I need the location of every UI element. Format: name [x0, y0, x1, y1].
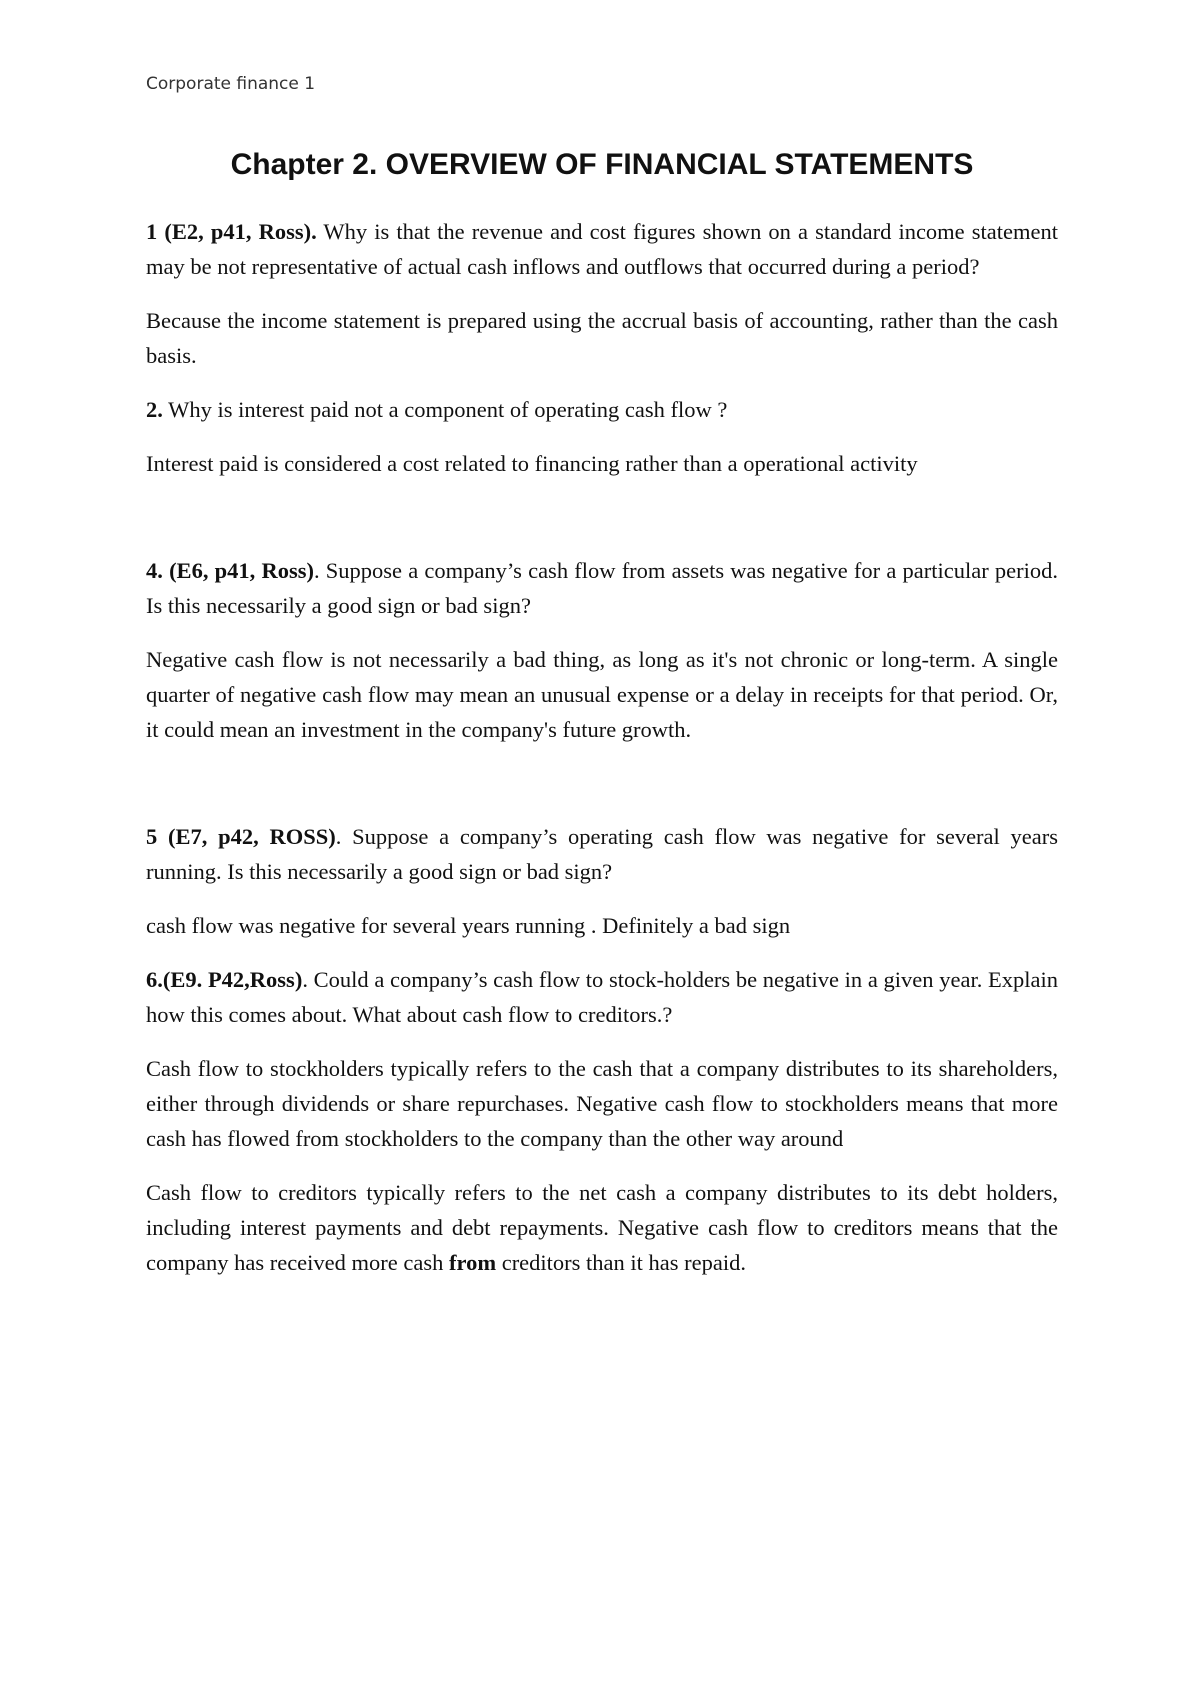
question-1 [146, 214, 1058, 284]
question-1-text: Why is that the revenue and cost figures shown on a standard income statement may be not representative of actual cash inflows and outflows that occurred during a period? [146, 219, 1058, 279]
question-5-text: . Suppose a company’s operating cash flow was negative for several years running. Is this necessarily a good sign or bad sign? [146, 824, 1058, 884]
question-2 [146, 392, 1058, 427]
question-5 [146, 819, 1058, 889]
answer-6-creditors [146, 1175, 1058, 1280]
question-6-text: . Could a company’s cash flow to stock-holders be negative in a given year. Explain how this comes about. What about cash flow to creditors.? [146, 967, 1058, 1027]
question-6-ref: 6.(E9. P42,Ross) [146, 967, 303, 992]
question-2-text: Why is interest paid not a component of operating cash flow ? [162, 397, 728, 422]
question-2-ref: 2. [146, 397, 163, 422]
answer-6-creditors-part-1: Cash flow to creditors typically refers to the net cash a company distributes to its debt holders, including interest payments and debt repayments. Negative cash flow to creditors means that the company has received more cash [146, 1180, 1058, 1275]
answer-4: Negative cash flow is not necessarily a bad thing, as long as it's not chronic or long-term. A single quarter of negative cash flow may mean an unusual expense or a delay in receipts for that period. Or, it could mean an investment in the company's future growth. [146, 647, 1058, 742]
answer-1: Because the income statement is prepared using the accrual basis of accounting, rather than the cash basis. [146, 308, 1058, 368]
question-5-ref: 5 (E7, p42, ROSS) [146, 824, 336, 849]
question-4-ref: 4. (E6, p41, Ross) [146, 558, 314, 583]
document-body [146, 214, 1058, 1299]
question-4-text: . Suppose a company’s cash flow from assets was negative for a particular period. Is this necessarily a good sign or bad sign? [146, 558, 1058, 618]
question-6 [146, 962, 1058, 1032]
question-4 [146, 553, 1058, 623]
running-header: Corporate finance 1 [146, 74, 316, 94]
answer-6-creditors-emphasis: from [449, 1250, 497, 1275]
answer-5: cash flow was negative for several years running . Definitely a bad sign [146, 913, 791, 938]
chapter-title: Chapter 2. OVERVIEW OF FINANCIAL STATEMENTS [230, 148, 974, 181]
answer-6-stockholders: Cash flow to stockholders typically refers to the cash that a company distributes to its shareholders, either through dividends or share repurchases. Negative cash flow to stockholders means that more cash has flowed from stockholders to the company than the other way around [146, 1056, 1058, 1151]
answer-2: Interest paid is considered a cost related to financing rather than a operational activity [146, 451, 918, 476]
question-1-ref: 1 (E2, p41, Ross). [146, 219, 317, 244]
answer-6-creditors-part-2: creditors than it has repaid. [496, 1250, 746, 1275]
